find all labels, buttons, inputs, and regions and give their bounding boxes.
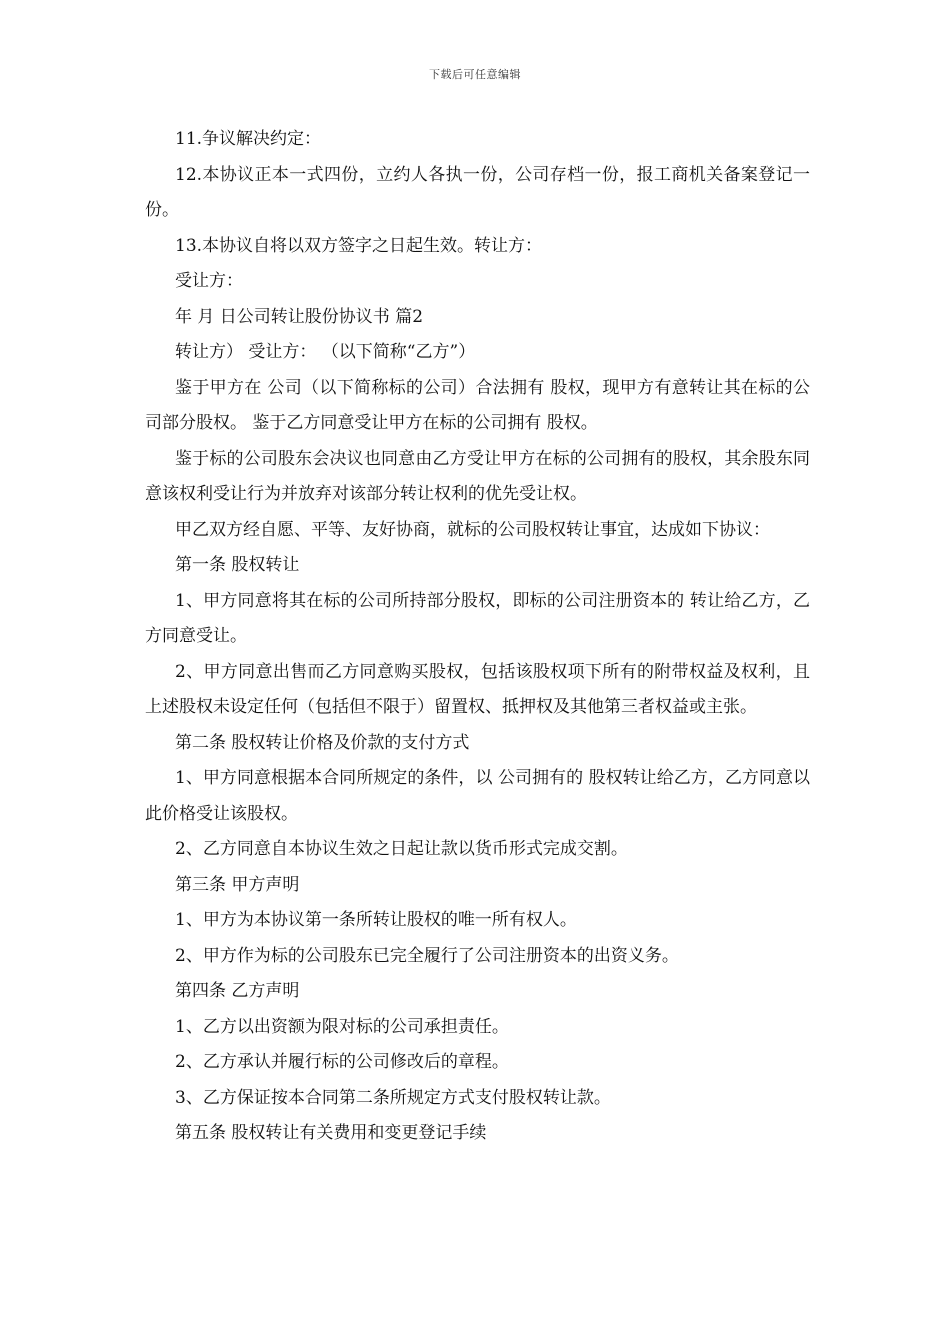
transferee-line: 受让方： bbox=[175, 271, 243, 291]
article-4-item-2: 2、乙方承认并履行标的公司修改后的章程。 bbox=[175, 1052, 509, 1072]
parties-line: 转让方） 受让方： （以下简称“乙方”） bbox=[175, 342, 476, 362]
recital-2: 鉴于标的公司股东会决议也同意由乙方受让甲方在标的公司拥有的股权，其余股东同意该权利受让行为并放弃对该部分转让权利的优先受让权。 bbox=[145, 448, 810, 504]
clause-11: 11.争议解决约定： bbox=[175, 129, 322, 149]
clause-12: 12.本协议正本一式四份，立约人各执一份，公司存档一份，报工商机关备案登记一份。 bbox=[145, 164, 810, 220]
date-title-line: 年 月 日公司转让股份协议书 篇2 bbox=[175, 306, 424, 327]
article-2-item-1: 1、甲方同意根据本合同所规定的条件，以 公司拥有的 股权转让给乙方，乙方同意以此价格受让该股权。 bbox=[145, 768, 810, 824]
article-1-item-2: 2、甲方同意出售而乙方同意购买股权，包括该股权项下所有的附带权益及权利，且上述股权未设定任何（包括但不限于）留置权、抵押权及其他第三者权益或主张。 bbox=[145, 661, 810, 717]
page-header: 下载后可任意编辑 bbox=[429, 68, 521, 81]
article-4-item-3: 3、乙方保证按本合同第二条所规定方式支付股权转让款。 bbox=[175, 1087, 611, 1108]
article-5-heading: 第五条 股权转让有关费用和变更登记手续 bbox=[175, 1123, 487, 1143]
article-4-heading: 第四条 乙方声明 bbox=[175, 981, 300, 1001]
clause-13: 13.本协议自将以双方签字之日起生效。转让方： bbox=[175, 235, 543, 256]
recital-1: 鉴于甲方在 公司（以下简称标的公司）合法拥有 股权，现甲方有意转让其在标的公司部分股权。 鉴于乙方同意受让甲方在标的公司拥有 股权。 bbox=[145, 377, 810, 433]
article-1-item-1: 1、甲方同意将其在标的公司所持部分股权，即标的公司注册资本的 转让给乙方，乙方同意受让。 bbox=[145, 590, 810, 646]
document-body bbox=[145, 122, 810, 1152]
recital-3: 甲乙双方经自愿、平等、友好协商，就标的公司股权转让事宜，达成如下协议： bbox=[175, 519, 770, 540]
article-2-heading: 第二条 股权转让价格及价款的支付方式 bbox=[175, 732, 470, 753]
article-2-item-2: 2、乙方同意自本协议生效之日起让款以货币形式完成交割。 bbox=[175, 839, 628, 859]
article-3-item-2: 2、甲方作为标的公司股东已完全履行了公司注册资本的出资义务。 bbox=[175, 945, 679, 966]
article-4-item-1: 1、乙方以出资额为限对标的公司承担责任。 bbox=[175, 1016, 509, 1037]
article-3-heading: 第三条 甲方声明 bbox=[175, 874, 300, 895]
article-1-heading: 第一条 股权转让 bbox=[175, 555, 300, 575]
article-3-item-1: 1、甲方为本协议第一条所转让股权的唯一所有权人。 bbox=[175, 910, 577, 930]
